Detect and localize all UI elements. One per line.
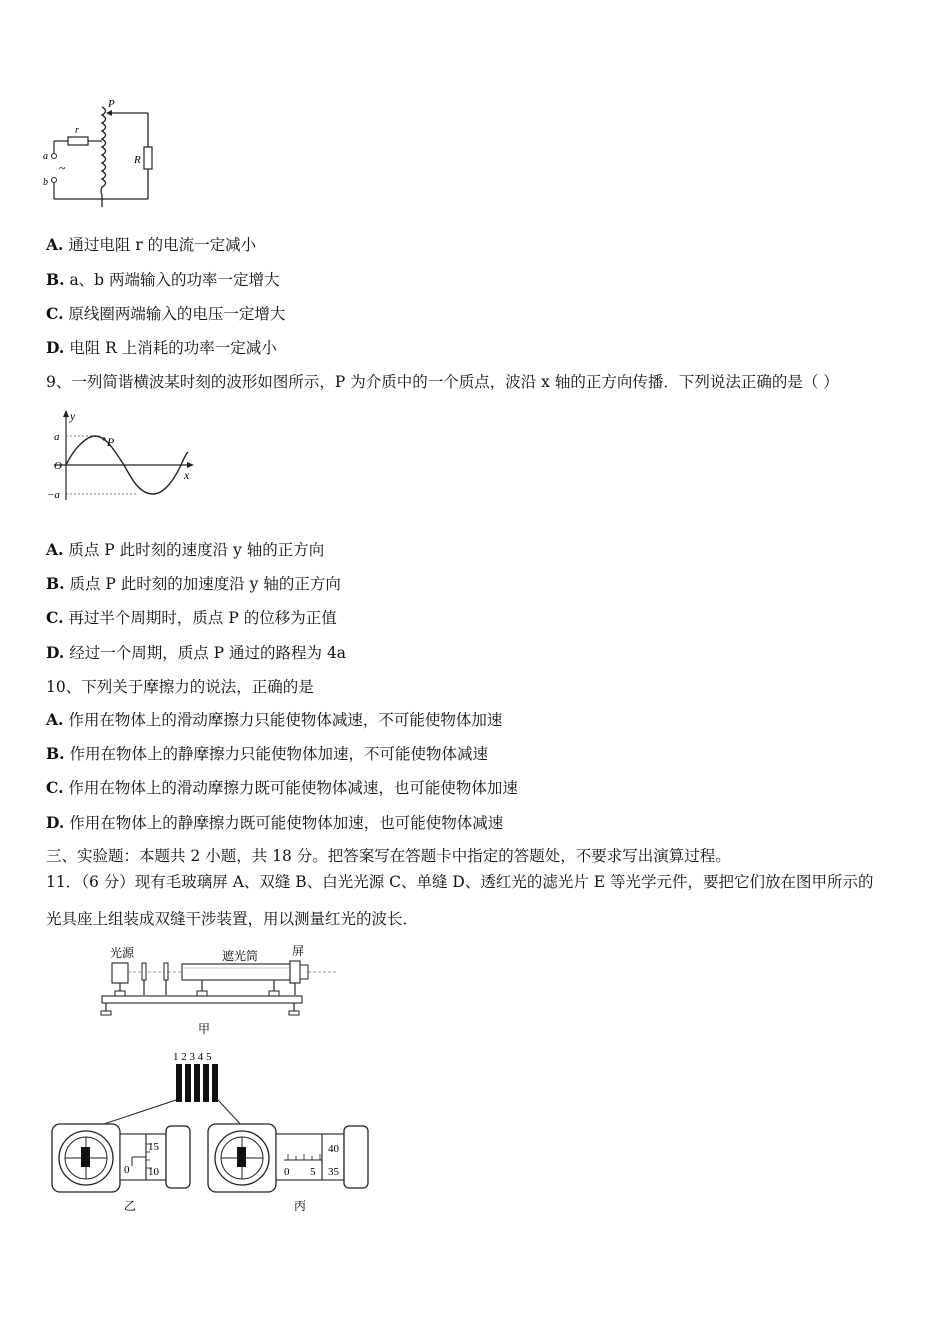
wave-figure: [44, 408, 199, 503]
q10-option-d: [46, 813, 503, 833]
measurement-figure: [48, 1048, 388, 1218]
option-text: 电阻 R 上消耗的功率一定减小: [69, 339, 277, 357]
option-key: A.: [46, 710, 64, 729]
label-neg-a: −a: [47, 489, 60, 501]
optical-bench-diagram: [98, 943, 343, 1038]
label-b: b: [43, 177, 48, 188]
caption-bing: 丙: [294, 1199, 307, 1213]
option-key: A.: [46, 540, 64, 559]
light-source-box: [112, 963, 128, 983]
label-origin: O: [54, 460, 62, 472]
option-text: 通过电阻 r 的电流一定减小: [68, 236, 257, 254]
option-key: C.: [46, 778, 64, 797]
option-text: 经过一个周期，质点 P 通过的路程为 4a: [69, 644, 347, 662]
option-text: 作用在物体上的静摩擦力既可能使物体加速，也可能使物体减速: [69, 814, 504, 832]
label-light-source: 光源: [110, 946, 135, 960]
option-key: D.: [46, 338, 65, 357]
scale-15: 15: [148, 1141, 159, 1153]
wave-diagram: [44, 408, 199, 503]
option-key: A.: [46, 235, 64, 254]
option-key: D.: [46, 643, 65, 662]
option-text: 质点 P 此时刻的加速度沿 y 轴的正方向: [69, 575, 341, 593]
q8-option-b: [46, 270, 280, 290]
label-p: P: [107, 435, 115, 449]
label-tube: 遮光筒: [222, 949, 259, 963]
q8-option-d: [46, 338, 277, 358]
q9-option-a: [46, 540, 324, 560]
section-3-title: 三、实验题：本题共 2 小题，共 18 分。把答案写在答题卡中指定的答题处，不要求写出演算过程。: [46, 847, 731, 865]
axis-x-label: x: [184, 468, 190, 482]
scale-35: 35: [328, 1166, 339, 1178]
option-key: B.: [46, 270, 65, 289]
q9-option-c: [46, 608, 337, 628]
circuit-figure: [40, 95, 165, 210]
transformer-coil: [101, 107, 106, 207]
scale-5: 5: [310, 1166, 316, 1178]
option-text: 再过半个周期时，质点 P 的位移为正值: [68, 609, 337, 627]
option-text: 作用在物体上的静摩擦力只能使物体加速，不可能使物体减速: [69, 745, 488, 763]
q9-option-b: [46, 574, 341, 594]
label-a: a: [43, 151, 48, 162]
option-key: B.: [46, 574, 65, 593]
measurement-diagram: [48, 1048, 388, 1218]
q10-option-c: [46, 778, 518, 798]
option-text: 作用在物体上的滑动摩擦力只能使物体减速，不可能使物体加速: [68, 711, 503, 729]
q10-option-b: [46, 744, 488, 764]
q11-line-1: 11．（6 分）现有毛玻璃屏 A、双缝 B、白光光源 C、单缝 D、透红光的滤光片 E 等光学元件，要把它们放在图甲所示的: [46, 873, 874, 891]
q9-stem: 9、一列简谐横波某时刻的波形如图所示，P 为介质中的一个质点，波沿 x 轴的正方向传播．下列说法正确的是（ ）: [46, 373, 839, 391]
q10-stem: 10、下列关于摩擦力的说法，正确的是: [46, 678, 314, 696]
label-screen: 屏: [292, 944, 305, 958]
option-key: D.: [46, 813, 65, 832]
option-text: 质点 P 此时刻的速度沿 y 轴的正方向: [68, 541, 325, 559]
resistor-r: [68, 137, 88, 145]
option-text: 作用在物体上的滑动摩擦力既可能使物体减速，也可能使物体加速: [68, 779, 518, 797]
optical-bench-figure: [98, 943, 343, 1038]
point-p: [102, 437, 105, 440]
axis-y-label: y: [70, 409, 76, 423]
scale-0: 0: [124, 1164, 130, 1176]
option-key: C.: [46, 304, 64, 323]
label-R: R: [134, 154, 141, 166]
q11-line-2: 光具座上组装成双缝干涉装置，用以测量红光的波长．: [46, 910, 419, 928]
label-a: a: [54, 431, 60, 443]
label-p: P: [108, 98, 115, 110]
resistor-R: [144, 147, 152, 169]
tube: [182, 964, 290, 980]
caption-yi: 乙: [124, 1199, 137, 1213]
q10-option-a: [46, 710, 502, 730]
q8-option-c: [46, 304, 285, 324]
circuit-diagram: [40, 95, 165, 210]
fringe-numbers: 1 2 3 4 5: [173, 1051, 212, 1063]
q9-option-d: [46, 643, 346, 663]
option-key: C.: [46, 608, 64, 627]
option-text: a、b 两端输入的功率一定增大: [69, 271, 280, 289]
scale-0: 0: [284, 1166, 290, 1178]
option-text: 原线圈两端输入的电压一定增大: [68, 305, 286, 323]
caption-jia: 甲: [198, 1022, 211, 1036]
option-key: B.: [46, 744, 65, 763]
scale-40: 40: [328, 1143, 339, 1155]
bench: [102, 996, 302, 1003]
q8-option-a: [46, 235, 256, 255]
scale-10: 10: [148, 1166, 159, 1178]
label-ac: ~: [59, 161, 66, 175]
label-r: r: [75, 125, 79, 136]
